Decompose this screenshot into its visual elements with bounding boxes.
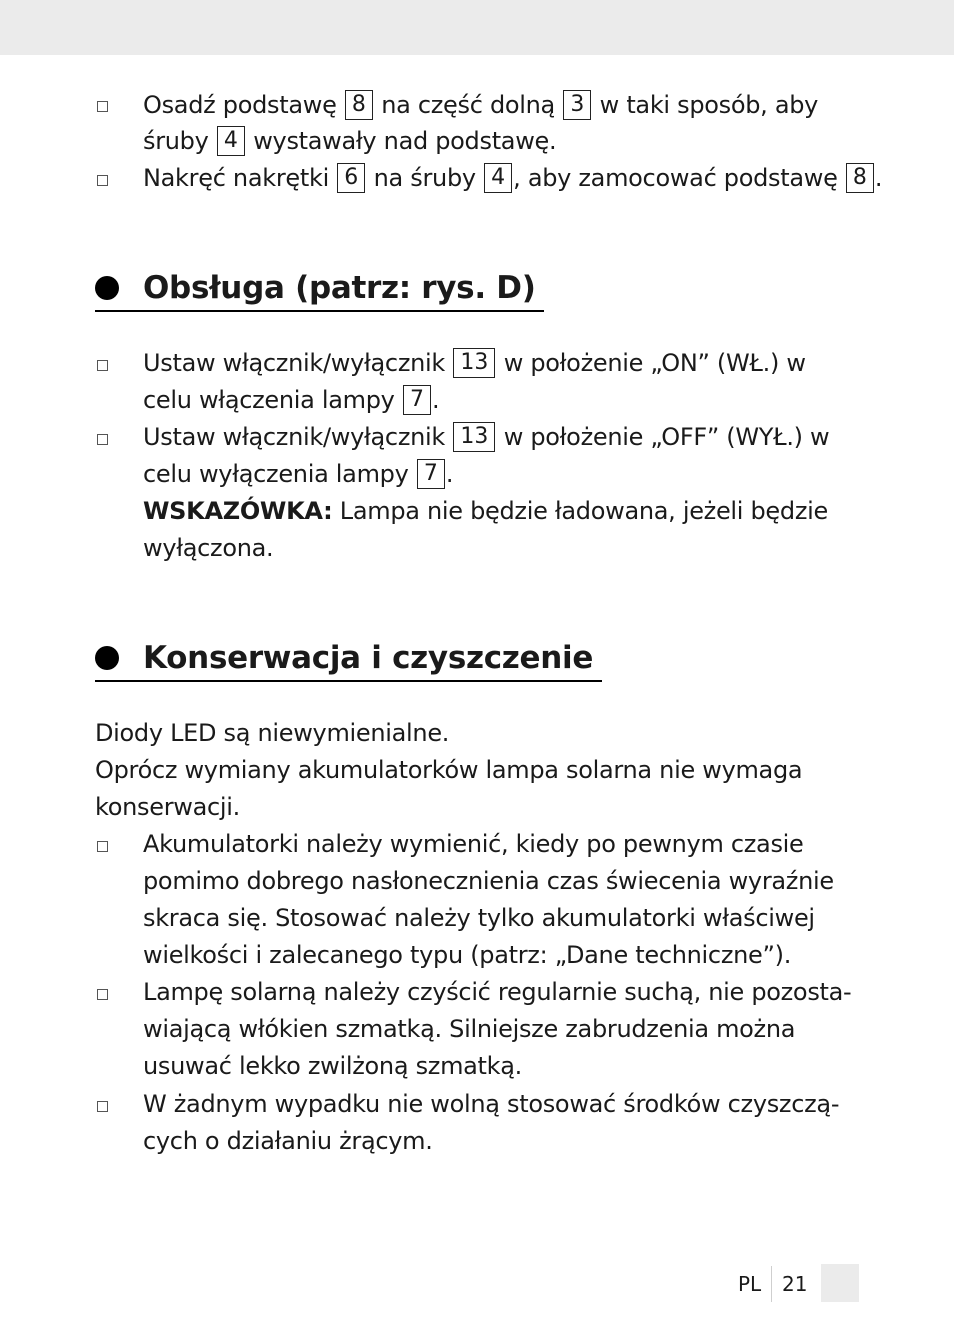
maintenance-bullet-2-line: Lampę solarną należy czyścić regularnie suchą, nie pozosta- bbox=[143, 978, 852, 1006]
footer-tab bbox=[821, 1264, 859, 1302]
maintenance-bullet-2-line: usuwać lekko zwilżoną szmatką. bbox=[143, 1052, 522, 1080]
header-band bbox=[0, 0, 954, 55]
bullet-marker bbox=[97, 1101, 108, 1112]
section-heading-maintenance bbox=[95, 638, 605, 684]
page-number: 21 bbox=[782, 1272, 808, 1296]
heading-bullet bbox=[95, 646, 119, 670]
bullet-marker bbox=[97, 175, 108, 186]
part-ref: 6 bbox=[337, 163, 365, 193]
operation-line-1: Ustaw włącznik/wyłącznik 13 w położenie „ON” (WŁ.) w bbox=[143, 349, 806, 377]
part-ref: 4 bbox=[484, 163, 512, 193]
assembly-line-1: Osadź podstawę 8 na część dolną 3 w taki sposób, aby bbox=[143, 91, 819, 119]
maintenance-bullet-1-line: wielkości i zalecanego typu (patrz: „Dane techniczne”). bbox=[143, 941, 792, 969]
maintenance-para-2-line-2: konserwacji. bbox=[95, 793, 240, 821]
bullet-marker bbox=[97, 989, 108, 1000]
section-heading-operation bbox=[95, 268, 545, 314]
note-line-2: wyłączona. bbox=[143, 534, 274, 562]
part-ref: 3 bbox=[563, 90, 591, 120]
operation-line-3: Ustaw włącznik/wyłącznik 13 w położenie „OFF” (WYŁ.) w bbox=[143, 423, 830, 451]
footer-divider bbox=[771, 1266, 772, 1302]
part-ref: 13 bbox=[453, 422, 495, 452]
maintenance-bullet-3-line: cych o działaniu żrącym. bbox=[143, 1127, 433, 1155]
bullet-marker bbox=[97, 434, 108, 445]
part-ref: 7 bbox=[403, 385, 431, 415]
bullet-marker bbox=[97, 841, 108, 852]
bullet-marker bbox=[97, 360, 108, 371]
maintenance-para-2-line-1: Oprócz wymiany akumulatorków lampa solarna nie wymaga bbox=[95, 756, 803, 784]
assembly-line-3: Nakręć nakrętki 6 na śruby 4 , aby zamocować podstawę 8 . bbox=[143, 164, 883, 192]
maintenance-para-1: Diody LED są niewymienialne. bbox=[95, 719, 450, 747]
maintenance-bullet-1-line: Akumulatorki należy wymienić, kiedy po pewnym czasie bbox=[143, 830, 804, 858]
part-ref: 8 bbox=[345, 90, 373, 120]
operation-line-2: celu włączenia lampy 7 . bbox=[143, 386, 440, 414]
section-title: Obsługa (patrz: rys. D) bbox=[143, 270, 536, 306]
section-title: Konserwacja i czyszczenie bbox=[143, 640, 594, 676]
footer-language: PL bbox=[738, 1272, 762, 1296]
maintenance-bullet-1-line: pomimo dobrego nasłonecznienia czas świecenia wyraźnie bbox=[143, 867, 834, 895]
heading-bullet bbox=[95, 276, 119, 300]
maintenance-bullet-2-line: wiającą włókien szmatką. Silniejsze zabrudzenia można bbox=[143, 1015, 796, 1043]
bullet-marker bbox=[97, 101, 108, 112]
part-ref: 8 bbox=[846, 163, 874, 193]
heading-underline bbox=[95, 680, 602, 682]
maintenance-bullet-1-line: skraca się. Stosować należy tylko akumulatorki właściwej bbox=[143, 904, 815, 932]
maintenance-bullet-3-line: W żadnym wypadku nie wolną stosować środków czyszczą- bbox=[143, 1090, 840, 1118]
note-label: WSKAZÓWKA: bbox=[143, 497, 333, 525]
part-ref: 4 bbox=[217, 126, 245, 156]
assembly-line-2: śruby 4 wystawały nad podstawę. bbox=[143, 127, 557, 155]
operation-line-4: celu wyłączenia lampy 7 . bbox=[143, 460, 454, 488]
part-ref: 13 bbox=[453, 348, 495, 378]
heading-underline bbox=[95, 310, 544, 312]
part-ref: 7 bbox=[417, 459, 445, 489]
note-line-1: WSKAZÓWKA: Lampa nie będzie ładowana, jeżeli będzie bbox=[143, 497, 828, 525]
